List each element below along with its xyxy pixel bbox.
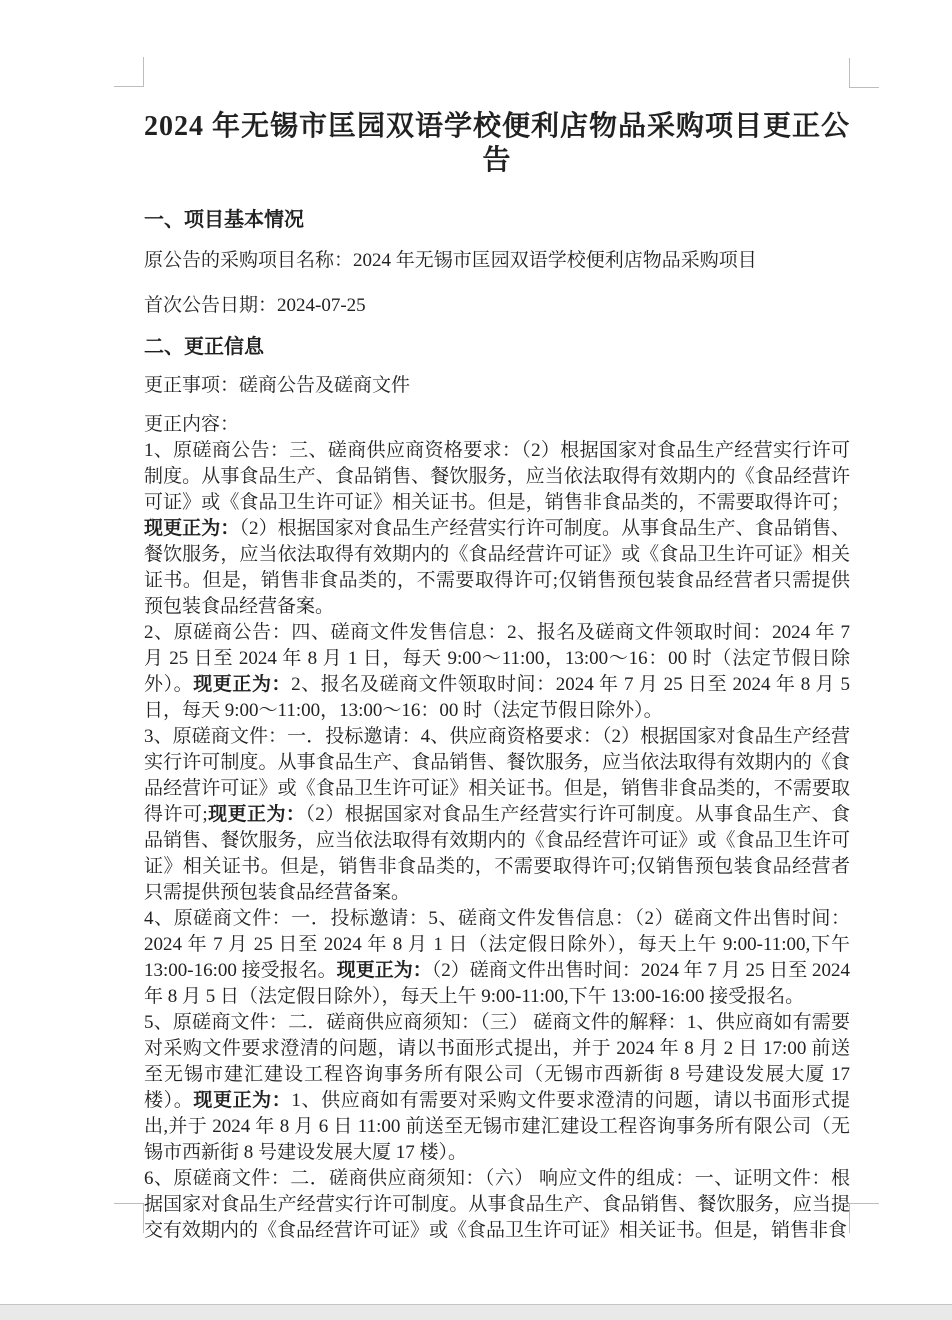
correction-text: （2）磋商文件出售时间：2024 年 7 月 25 日至 2024 年 8 月 5 日（法定假日除外），每天上午 9:00-11:00,下午 13:00-16:00 接受报名。: [144, 960, 850, 1007]
correction-content-list: [144, 438, 850, 1244]
page-bottom-edge: [0, 1304, 952, 1320]
correction-marker-bold: 现更正为：: [144, 518, 240, 539]
section-heading-correction-info: 二、更正信息: [144, 336, 264, 358]
correction-marker-bold: 现更正为：: [207, 804, 306, 825]
correction-marker-bold: 现更正为：: [193, 1090, 292, 1111]
correction-text: 4、原磋商文件：一．投标邀请：5、磋商文件发售信息：（2）磋商文件出售时间：2024 年 7 月 25 日至 2024 年 8 月 1 日（法定假日除外），每天上午 9:00-11:00,下午 13:00-16:00 接受报名。: [144, 908, 850, 981]
crop-mark-bottom-left: [114, 1203, 144, 1233]
correction-content-item: [144, 724, 850, 906]
correction-text: （2）根据国家对食品生产经营实行许可制度。从事食品生产、食品销售、餐饮服务，应当依法取得有效期内的《食品经营许可证》或《食品卫生许可证》相关证书。但是，销售非食品类的，不需要取得许可;仅销售预包装食品经营者只需提供预包装食品经营备案。: [144, 518, 850, 617]
correction-text: 2、原磋商公告：四、磋商文件发售信息：2、报名及磋商文件领取时间：2024 年 7 月 25 日至 2024 年 8 月 1 日，每天 9:00～11:00，13:00～16：00 时（法定节假日除外）。: [144, 622, 850, 695]
correction-content-item: [144, 1010, 850, 1166]
correction-text: 3、原磋商文件：一．投标邀请：4、供应商资格要求：（2）根据国家对食品生产经营实行许可制度。从事食品生产、食品销售、餐饮服务，应当依法取得有效期内的《食品经营许可证》或《食品卫生许可证》相关证书。但是，销售非食品类的，不需要取得许可;: [144, 726, 850, 825]
correction-content-item: [144, 1166, 850, 1244]
section-heading-basic-info: 一、项目基本情况: [144, 209, 304, 231]
crop-mark-top-right: [849, 58, 879, 88]
correction-content-block: [144, 412, 850, 1244]
document-text-area: [144, 110, 850, 1244]
correction-text: （2）根据国家对食品生产经营实行许可制度。从事食品生产、食品销售、餐饮服务，应当依法取得有效期内的《食品经营许可证》或《食品卫生许可证》相关证书。但是，销售非食品类的，不需要取得许可;仅销售预包装食品经营者只需提供预包装食品经营备案。: [144, 804, 850, 903]
correction-text: 1、原磋商公告：三、磋商供应商资格要求：（2）根据国家对食品生产经营实行许可制度。从事食品生产、食品销售、餐饮服务，应当依法取得有效期内的《食品经营许可证》或《食品卫生许可证》相关证书。但是，销售非食品类的，不需要取得许可；: [144, 440, 850, 513]
crop-mark-bottom-right: [849, 1203, 879, 1233]
correction-text: 1、供应商如有需要对采购文件要求澄清的问题，请以书面形式提出,并于 2024 年 8 月 6 日 11:00 前送至无锡市建汇建设工程咨询事务所有限公司（无锡市西新街 8 号建设发展大厦 17 楼）。: [144, 1090, 850, 1163]
correction-content-item: [144, 906, 850, 1010]
correction-content-item: [144, 620, 850, 724]
correction-text: 6、原磋商文件：二．磋商供应商须知：（六） 响应文件的组成：一、证明文件：根据国家对食品生产经营实行许可制度。从事食品生产、食品销售、餐饮服务，应当提交有效期内的《食品经营许可证》或《食品卫生许可证》相关证书。但是，销售非食: [144, 1168, 850, 1241]
correction-text: 5、原磋商文件：二．磋商供应商须知：（三） 磋商文件的解释：1、供应商如有需要对采购文件要求澄清的问题，请以书面形式提出，并于 2024 年 8 月 2 日 17:00 前送至无锡市建汇建设工程咨询事务所有限公司（无锡市西新街 8 号建设发展大厦 17 楼）。: [144, 1012, 850, 1111]
first-announcement-date: 首次公告日期：2024-07-25: [144, 295, 366, 316]
correction-text: 2、报名及磋商文件领取时间：2024 年 7 月 25 日至 2024 年 8 月 5 日，每天 9:00～11:00，13:00～16：00 时（法定节假日除外）。: [144, 674, 850, 721]
crop-mark-top-left: [114, 57, 144, 87]
correction-content-item: [144, 438, 850, 620]
correction-content-label: 更正内容：: [144, 414, 240, 435]
original-project-name: 原公告的采购项目名称：2024 年无锡市匡园双语学校便利店物品采购项目: [144, 250, 757, 271]
correction-item: 更正事项：磋商公告及磋商文件: [144, 375, 411, 396]
correction-marker-bold: 现更正为：: [336, 960, 432, 981]
correction-marker-bold: 现更正为：: [193, 674, 292, 695]
document-title: 2024 年无锡市匡园双语学校便利店物品采购项目更正公告: [144, 111, 851, 176]
